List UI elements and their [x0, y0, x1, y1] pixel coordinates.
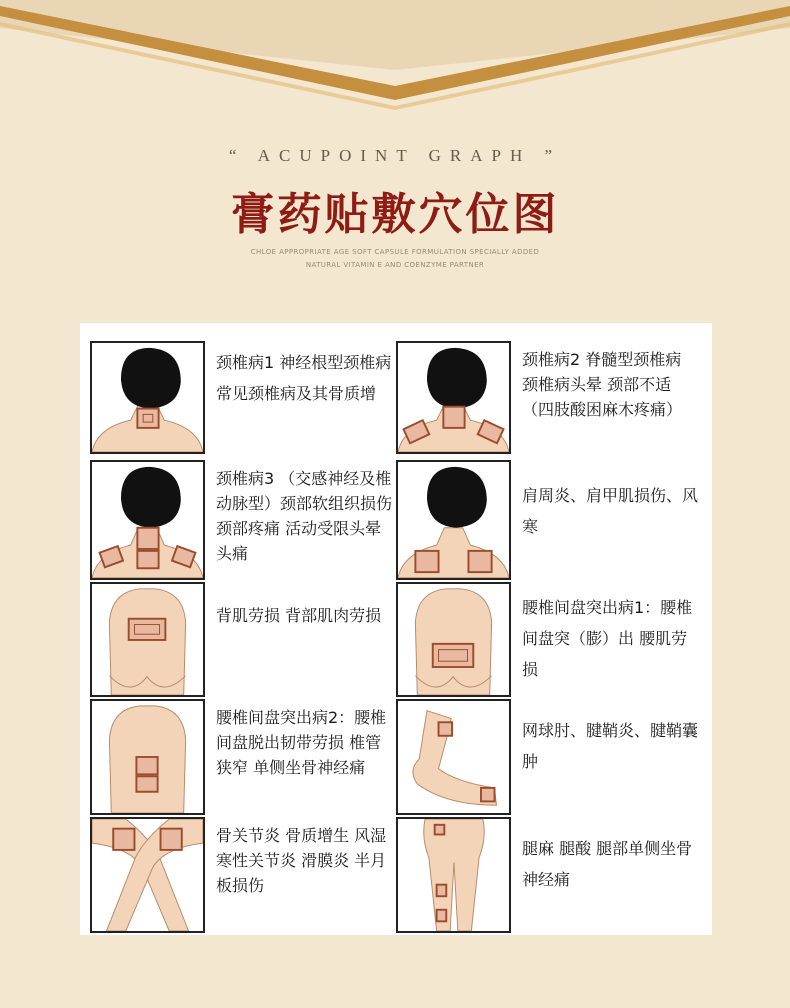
neck-patches-image: [90, 460, 205, 580]
item-text: 腰椎间盘突出病1：腰椎间盘突（膨）出 腰肌劳损: [522, 598, 693, 679]
subtitle-english: “ ACUPOINT GRAPH ”: [228, 146, 562, 165]
item-text: 骨关节炎 骨质增生 风湿寒性关节炎 滑膜炎 半月板损伤: [216, 826, 387, 895]
acupoint-chart: [80, 323, 712, 935]
item-text: 腰椎间盘突出病2：腰椎间盘脱出韧带劳损 椎管狭窄 单侧坐骨神经痛: [216, 708, 387, 777]
item-lumbar-2: [90, 699, 390, 815]
item-text: 颈椎病3 （交感神经及椎动脉型）颈部软组织损伤 颈部疼痛 活动受限头晕头痛: [216, 469, 393, 563]
lower-back-image: [396, 582, 511, 697]
item-text: 颈椎病1 神经根型颈椎病 常见颈椎病及其骨质增: [216, 353, 392, 403]
tagline-line-1: CHLOE APPROPRIATE AGE SOFT CAPSULE FORMULATION SPECIALLY ADDED: [250, 248, 540, 256]
tagline-line-2: NATURAL VITAMIN E AND COENZYME PARTNER: [305, 261, 485, 269]
item-elbow: [396, 699, 706, 815]
item-shoulder: [396, 460, 706, 580]
shoulder-image: [396, 460, 511, 580]
neck-back-image: [90, 341, 205, 454]
legs-image: [396, 817, 511, 933]
item-text: 颈椎病2 脊髓型颈椎病 颈椎病头晕 颈部不适（四肢酸困麻木疼痛）: [522, 350, 683, 419]
header-banner: [0, 0, 790, 110]
item-knee: [90, 817, 390, 933]
neck-shoulder-image: [396, 341, 511, 454]
item-cervical-1: [90, 341, 390, 454]
item-cervical-2: [396, 341, 706, 454]
arm-image: [396, 699, 511, 815]
item-text: 腿麻 腿酸 腿部单侧坐骨神经痛: [522, 839, 693, 889]
item-back-muscle: [90, 582, 390, 697]
upper-back-image: [90, 582, 205, 697]
item-cervical-3: [90, 460, 393, 580]
item-text: 肩周炎、肩甲肌损伤、风寒: [522, 486, 699, 536]
item-lumbar-1: [396, 582, 706, 697]
item-leg: [396, 817, 706, 933]
item-text: 网球肘、腱鞘炎、腱鞘囊肿: [522, 721, 699, 771]
page-title: 膏药贴敷穴位图: [230, 189, 560, 240]
spine-image: [90, 699, 205, 815]
item-text: 背肌劳损 背部肌肉劳损: [216, 606, 382, 625]
knees-image: [90, 817, 205, 933]
